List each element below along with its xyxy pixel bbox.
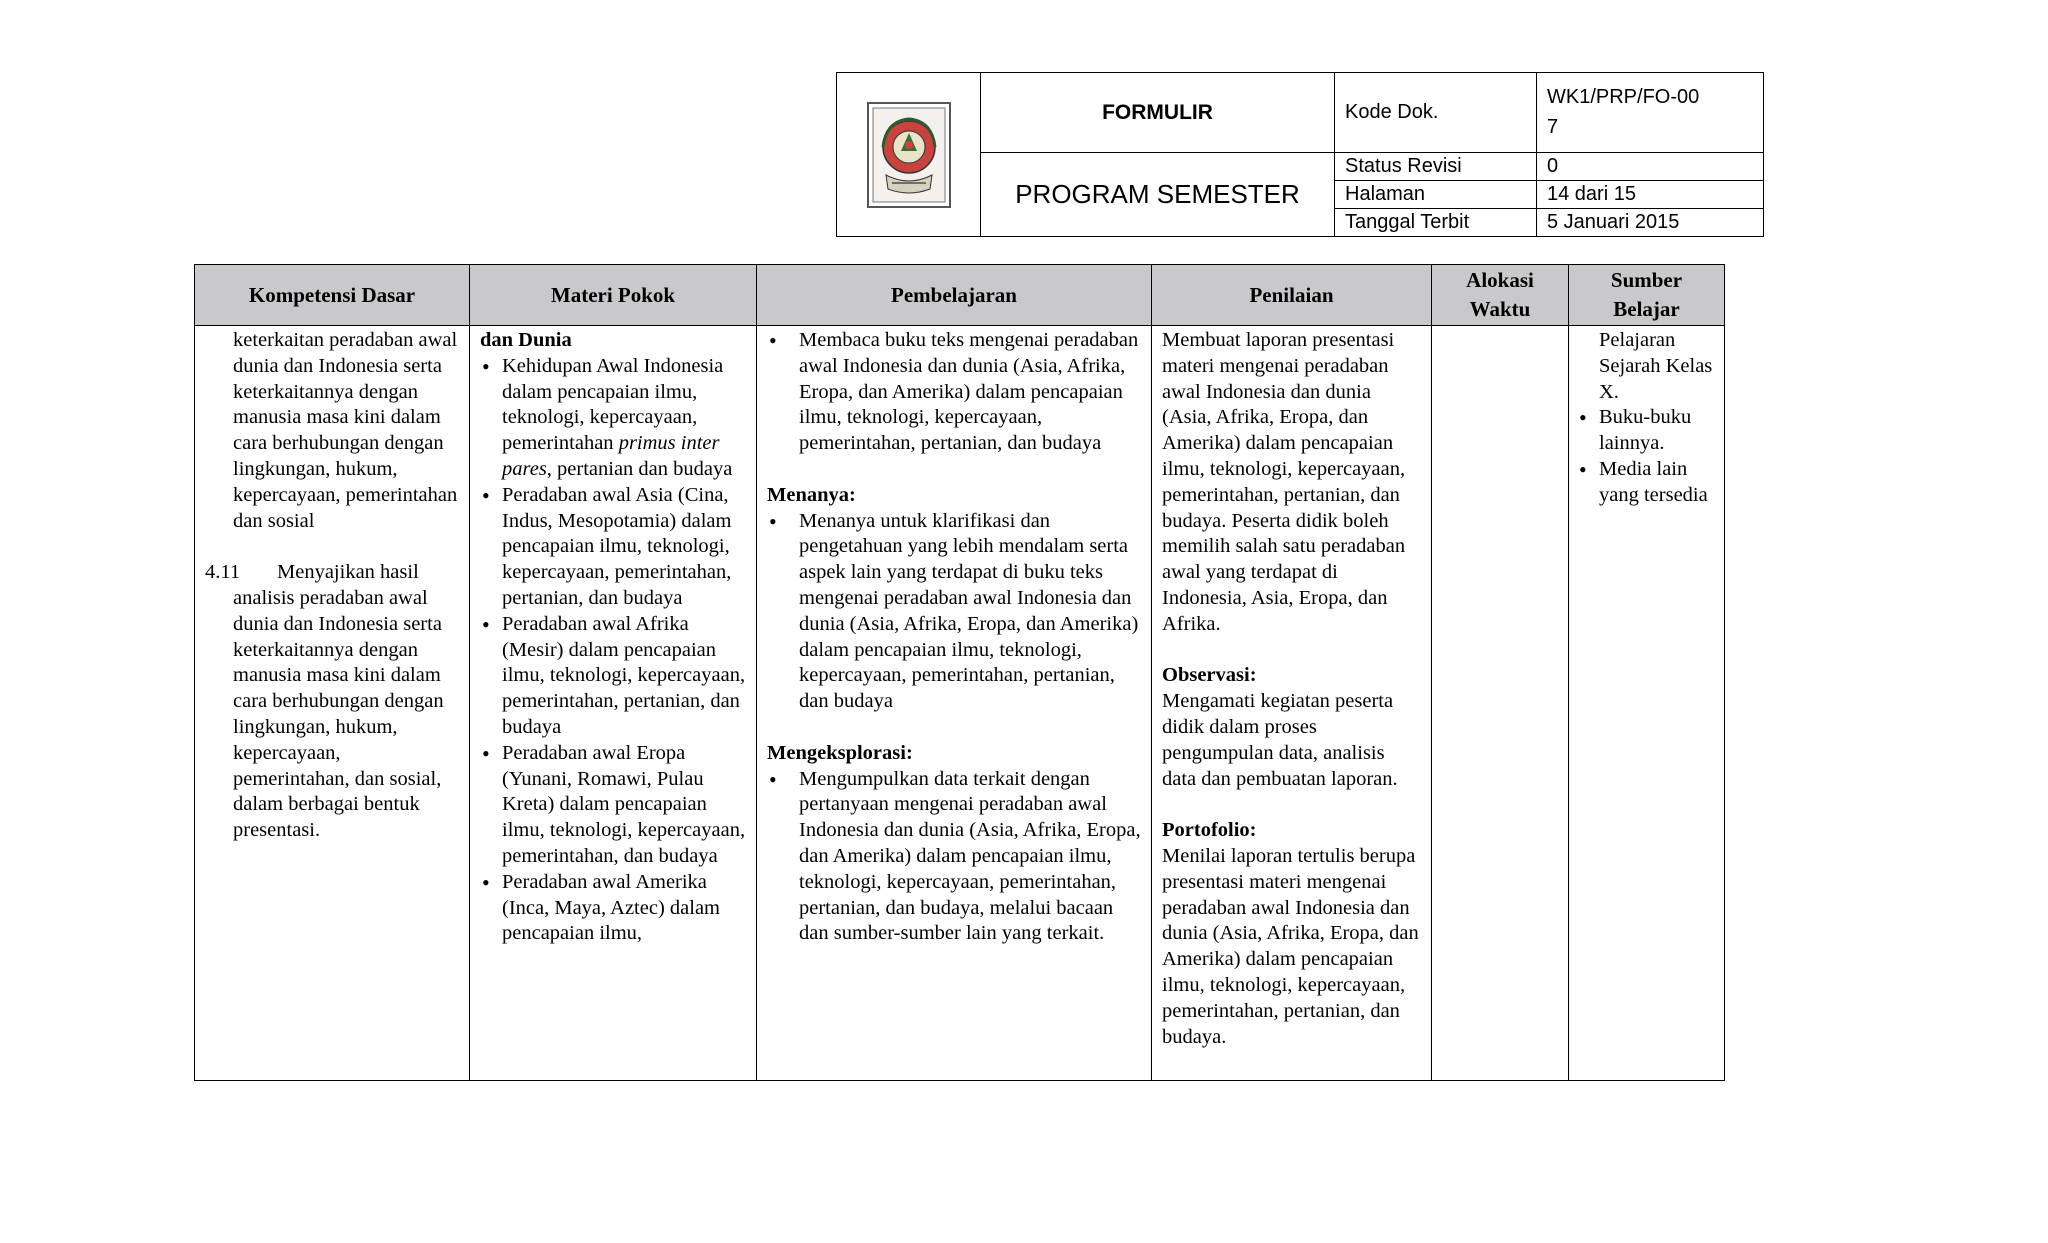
sumber-belajar-cell	[1569, 326, 1725, 1081]
portofolio-heading: Portofolio:	[1162, 819, 1257, 842]
pembelajaran-intro-list	[767, 328, 1143, 457]
list-item: • Buku-buku lainnya.	[1577, 405, 1718, 457]
kd-text-first: Menyajikan hasil	[277, 561, 419, 584]
list-item: • Media lain yang tersedia	[1577, 457, 1718, 509]
materi-heading: dan Dunia	[480, 329, 572, 351]
kd-text-rest: analisis peradaban awal dunia dan Indonesia serta keterkaitannya dengan manusia masa kini dalam cara berhubungan dengan lingkungan, hukum, kepercayaan, pemerintahan, dan sosial, dalam berbagai bentuk presentasi.	[233, 586, 444, 842]
list-item: • Kehidupan Awal Indonesia dalam pencapaian ilmu, teknologi, kepercayaan, pemerintahan primus inter pares, pertanian dan budaya	[480, 354, 750, 483]
meta-label-tanggal-terbit: Tanggal Terbit	[1345, 211, 1470, 233]
form-header	[836, 72, 1764, 237]
observasi-heading: Observasi:	[1162, 664, 1257, 687]
list-item: • Membaca buku teks mengenai peradaban awal Indonesia dan dunia (Asia, Afrika, Eropa, dan Amerika) dalam pencapaian ilmu, teknologi, kepercayaan, pemerintahan, pertanian, dan budaya	[767, 328, 1143, 457]
meta-label-status-revisi: Status Revisi	[1345, 155, 1462, 177]
pembelajaran-cell	[757, 326, 1152, 1081]
kd-item	[205, 560, 461, 586]
column-header: Pembelajaran	[757, 265, 1152, 326]
kd-number: 4.11	[205, 561, 241, 584]
meta-label-cell	[1335, 209, 1537, 237]
meta-label-halaman: Halaman	[1345, 183, 1426, 205]
eksplorasi-heading: Mengeksplorasi:	[767, 741, 913, 764]
program-semester-table	[194, 264, 1725, 1081]
list-item: • Peradaban awal Eropa (Yunani, Romawi, Pulau Kreta) dalam pencapaian ilmu, teknologi, kepercayaan, pemerintahan, dan budaya	[480, 741, 750, 870]
meta-label-cell	[1335, 73, 1537, 153]
meta-value-cell	[1537, 209, 1764, 237]
column-header: Penilaian	[1152, 265, 1432, 326]
meta-value-status-revisi: 0	[1547, 155, 1559, 177]
logo-cell	[837, 73, 981, 237]
kd-continued-text: keterkaitan peradaban awal dunia dan Indonesia serta keterkaitannya dengan manusia masa kini dalam cara berhubungan dengan lingkungan, hukum, kepercayaan, pemerintahan dan sosial	[233, 329, 458, 532]
column-header: Alokasi Waktu	[1432, 265, 1569, 326]
column-header: Kompetensi Dasar	[195, 265, 470, 326]
kompetensi-dasar-cell	[195, 326, 470, 1081]
meta-label-kode-dok: Kode Dok.	[1345, 101, 1439, 123]
meta-value-cell	[1537, 181, 1764, 209]
form-label: FORMULIR	[1102, 100, 1213, 124]
meta-value-cell	[1537, 153, 1764, 181]
menanya-heading: Menanya:	[767, 483, 856, 506]
penilaian-cell	[1152, 326, 1432, 1081]
materi-list	[480, 354, 750, 947]
menanya-list	[767, 509, 1143, 715]
column-header: Sumber Belajar	[1569, 265, 1725, 326]
sumber-continued: Pelajaran Sejarah Kelas X.	[1599, 329, 1713, 403]
column-header: Materi Pokok	[470, 265, 757, 326]
meta-value-kode-dok: WK1/PRP/FO-007	[1547, 85, 1700, 138]
list-item: • Peradaban awal Afrika (Mesir) dalam pencapaian ilmu, teknologi, kepercayaan, pemerintahan, pertanian, dan budaya	[480, 612, 750, 741]
eksplorasi-list	[767, 767, 1143, 948]
meta-label-cell	[1335, 153, 1537, 181]
list-item: • Mengumpulkan data terkait dengan pertanyaan mengenai peradaban awal Indonesia dan dunia (Asia, Afrika, Eropa, dan Amerika) dalam pencapaian ilmu, teknologi, kepercayaan, pemerintahan, pertanian, dan budaya, melalui bacaan dan sumber-sumber lain yang terkait.	[767, 767, 1143, 948]
table-row	[195, 326, 1725, 1081]
doc-title-cell	[981, 153, 1335, 237]
form-label-cell	[981, 73, 1335, 153]
meta-value-tanggal-terbit: 5 Januari 2015	[1547, 211, 1680, 233]
portofolio-text: Menilai laporan tertulis berupa presentasi materi mengenai peradaban awal Indonesia dan dunia (Asia, Afrika, Eropa, dan Amerika) dalam pencapaian ilmu, teknologi, kepercayaan, pemerintahan, pertanian, dan budaya.	[1162, 844, 1419, 1048]
school-emblem-logo	[866, 101, 952, 209]
meta-value-halaman: 14 dari 15	[1547, 183, 1636, 205]
list-item: • Peradaban awal Asia (Cina, Indus, Mesopotamia) dalam pencapaian ilmu, teknologi, kepercayaan, pemerintahan, pertanian, dan budaya	[480, 483, 750, 612]
list-item: • Peradaban awal Amerika (Inca, Maya, Aztec) dalam pencapaian ilmu,	[480, 870, 750, 947]
list-item: • Menanya untuk klarifikasi dan pengetahuan yang lebih mendalam serta aspek lain yang terdapat di buku teks mengenai peradaban awal Indonesia dan dunia (Asia, Afrika, Eropa, dan Amerika) dalam pencapaian ilmu, teknologi, kepercayaan, pemerintahan, pertanian, dan budaya	[767, 509, 1143, 715]
table-header-row	[195, 265, 1725, 326]
meta-label-cell	[1335, 181, 1537, 209]
penilaian-intro: Membuat laporan presentasi materi mengenai peradaban awal Indonesia dan dunia (Asia, Afrika, Eropa, dan Amerika) dalam pencapaian ilmu, teknologi, kepercayaan, pemerintahan, pertanian, dan budaya. Peserta didik boleh memilih salah satu peradaban awal yang terdapat di Indonesia, Asia, Eropa, dan Afrika.	[1162, 329, 1406, 635]
meta-value-cell	[1537, 73, 1764, 153]
sumber-list	[1577, 405, 1718, 508]
alokasi-waktu-cell	[1432, 326, 1569, 1081]
doc-title: PROGRAM SEMESTER	[1015, 179, 1300, 209]
observasi-text: Mengamati kegiatan peserta didik dalam proses pengumpulan data, analisis data dan pembuatan laporan.	[1162, 690, 1398, 790]
materi-pokok-cell	[470, 326, 757, 1081]
